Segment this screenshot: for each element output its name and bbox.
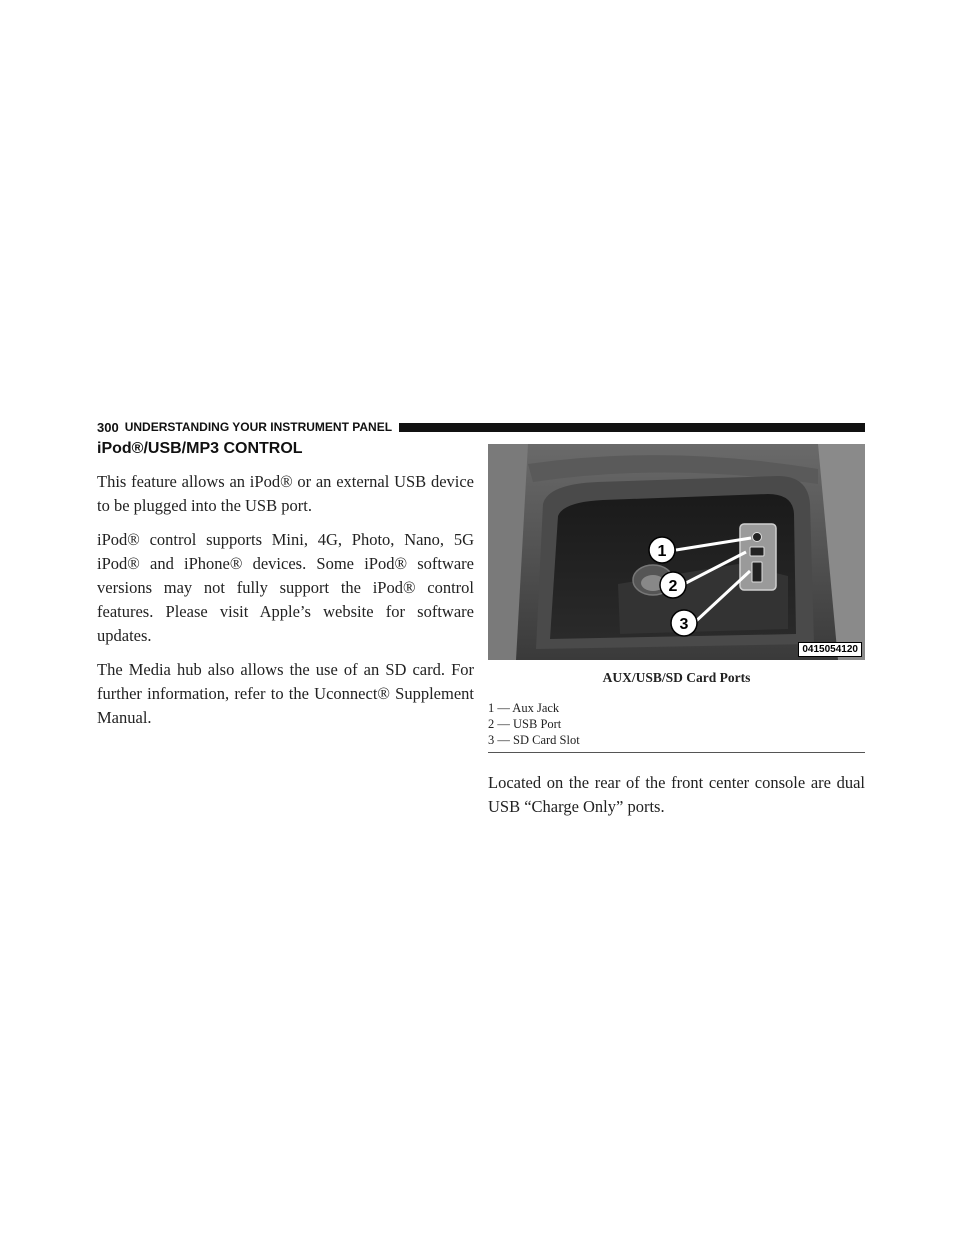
paragraph-1: This feature allows an iPod® or an external USB device to be plugged into the USB port. (97, 472, 474, 515)
figure-code: 0415054120 (798, 642, 862, 657)
callout-1: 1 (657, 543, 667, 560)
console-illustration (488, 444, 865, 660)
right-column (488, 444, 865, 819)
paragraph-2: iPod® control supports Mini, 4G, Photo, Nano, 5G iPod® and iPhone® devices. Some iPod® software versions may not fully support the iPod® control features. Please visit Apple’s website for software updates. (97, 530, 474, 645)
figure-legend (488, 700, 865, 748)
legend-item-aux-jack: 1 — Aux Jack (488, 701, 560, 715)
header-rule (399, 423, 865, 432)
charge-only-paragraph: Located on the rear of the front center console are dual USB “Charge Only” ports. (488, 773, 865, 816)
legend-item-usb-port: 2 — USB Port (488, 717, 562, 731)
page-number: 300 (97, 419, 119, 435)
legend-divider (488, 752, 865, 753)
paragraph-3: The Media hub also allows the use of an SD card. For further information, refer to the Uconnect® Supplement Manual. (97, 660, 474, 727)
legend-item-sd-card-slot: 3 — SD Card Slot (488, 733, 580, 747)
callout-2: 2 (668, 578, 678, 595)
callout-3: 3 (679, 616, 689, 633)
figure-caption: AUX/USB/SD Card Ports (602, 670, 751, 685)
page-header (97, 419, 865, 435)
chapter-title: UNDERSTANDING YOUR INSTRUMENT PANEL (124, 420, 393, 434)
console-photo (488, 444, 865, 660)
left-column (97, 440, 474, 740)
section-title: iPod®/USB/MP3 CONTROL (97, 440, 303, 457)
